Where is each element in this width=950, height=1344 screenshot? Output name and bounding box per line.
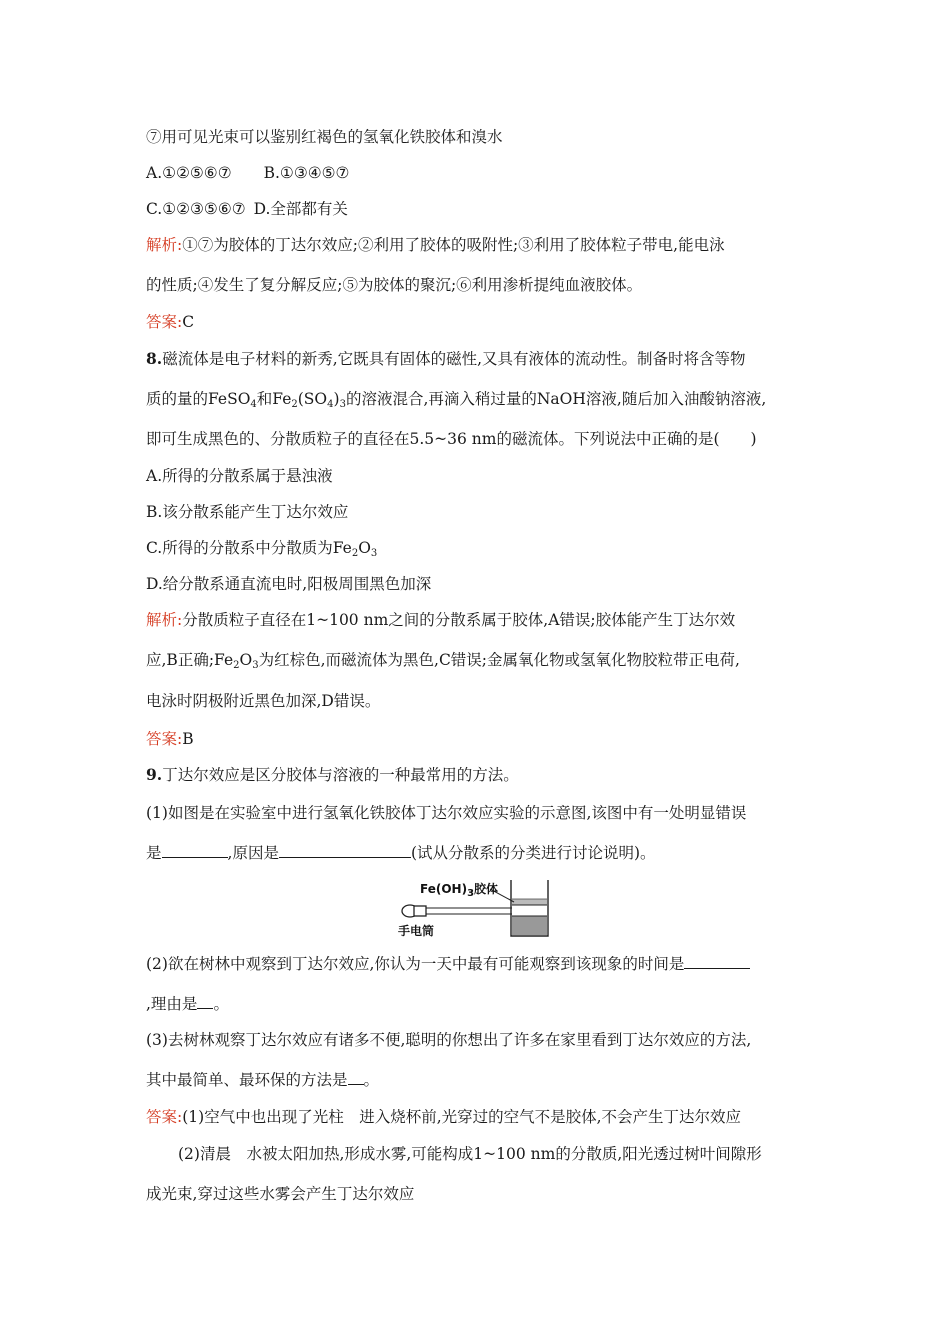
text: 其中最简单、最环保的方法是 xyxy=(146,1071,348,1089)
explanation-label: 解析: xyxy=(146,611,183,629)
q9-part-1-line-1: (1)如图是在实验室中进行氢氧化铁胶体丁达尔效应实验的示意图,该图中有一处明显错误 xyxy=(146,804,747,822)
q9-part-2-line-2 xyxy=(146,994,229,1014)
q9-part-2-line-1 xyxy=(146,954,750,974)
option-a: A.①②⑤⑥⑦ xyxy=(146,164,232,182)
answer-blank[interactable] xyxy=(348,1070,364,1085)
text: C.所得的分散系中分散质为Fe xyxy=(146,539,352,557)
answer-value: B xyxy=(182,730,194,748)
explanation-label: 解析: xyxy=(146,236,183,254)
answer-9-line-2: (2)清晨 水被太阳加热,形成水雾,可能构成1~100 nm的分散质,阳光透过树叶间隙形 xyxy=(178,1145,762,1163)
answer-label: 答案: xyxy=(146,313,183,331)
subscript: 2 xyxy=(233,660,240,671)
subscript: 4 xyxy=(250,399,257,410)
text: ,理由是 xyxy=(146,995,198,1013)
question-text: 丁达尔效应是区分胶体与溶液的一种最常用的方法。 xyxy=(162,766,519,784)
answer-label: 答案: xyxy=(146,730,183,748)
subscript: 2 xyxy=(291,399,298,410)
explanation-7-line-1 xyxy=(146,235,725,255)
answer-text: (1)空气中也出现了光柱 进入烧杯前,光穿过的空气不是胶体,不会产生丁达尔效应 xyxy=(182,1108,742,1126)
explanation-8-line-3: 电泳时阴极附近黑色加深,D错误。 xyxy=(146,692,381,710)
option-c: C.①②③⑤⑥⑦ xyxy=(146,200,246,218)
q9-part-3-line-2 xyxy=(146,1070,379,1090)
text: 。 xyxy=(363,1071,380,1089)
answer-8 xyxy=(146,729,194,749)
text: (SO xyxy=(297,390,328,408)
answer-9-line-1 xyxy=(146,1107,741,1127)
answer-7 xyxy=(146,312,194,332)
text: (试从分散系的分类进行讨论说明)。 xyxy=(410,844,656,862)
text: 应,B正确;Fe xyxy=(146,651,234,669)
explanation-text: 分散质粒子直径在1~100 nm之间的分散系属于胶体,A错误;胶体能产生丁达尔效 xyxy=(182,611,736,629)
explanation-8-line-2 xyxy=(146,650,740,676)
answer-blank[interactable] xyxy=(162,843,228,858)
option-d: D.全部都有关 xyxy=(253,200,348,218)
answer-blank[interactable] xyxy=(279,843,411,858)
question-number: 8. xyxy=(146,349,163,368)
text: 是 xyxy=(146,844,162,862)
explanation-text: ①⑦为胶体的丁达尔效应;②利用了胶体的吸附性;③利用了胶体粒子带电,能电泳 xyxy=(182,236,725,254)
answer-9-line-3: 成光束,穿过这些水雾会产生丁达尔效应 xyxy=(146,1185,415,1203)
q8-option-c xyxy=(146,538,377,564)
subscript: 3 xyxy=(252,660,259,671)
question-8-line-3: 即可生成黑色的、分散质粒子的直径在5.5~36 nm的磁流体。下列说法中正确的是( ) xyxy=(146,430,757,448)
text: O xyxy=(239,651,253,669)
option-b: B.①③④⑤⑦ xyxy=(263,164,350,182)
text: 和Fe xyxy=(256,390,292,408)
question-number: 9. xyxy=(146,765,163,784)
subscript: 2 xyxy=(351,548,359,559)
explanation-7-line-2: 的性质;④发生了复分解反应;⑤为胶体的聚沉;⑥利用渗析提纯血液胶体。 xyxy=(146,276,643,294)
options-row-2 xyxy=(146,199,348,219)
q9-part-3-line-1: (3)去树林观察丁达尔效应有诸多不便,聪明的你想出了许多在家里看到丁达尔效应的方法, xyxy=(146,1031,752,1049)
text: (2)欲在树林中观察到丁达尔效应,你认为一天中最有可能观察到该现象的时间是 xyxy=(146,955,685,973)
answer-blank[interactable] xyxy=(684,954,750,969)
text: O xyxy=(358,539,371,557)
subscript: 3 xyxy=(370,548,378,559)
answer-label: 答案: xyxy=(146,1108,183,1126)
tyndall-experiment-figure xyxy=(396,872,556,942)
flashlight-label: 手电筒 xyxy=(398,924,435,938)
text: 质的量的FeSO xyxy=(146,390,251,408)
q8-option-b: B.该分散系能产生丁达尔效应 xyxy=(146,503,349,521)
answer-value: C xyxy=(182,313,195,331)
statement-7: ⑦用可见光束可以鉴别红褐色的氢氧化铁胶体和溴水 xyxy=(146,128,503,146)
options-row-1 xyxy=(146,163,349,183)
q8-option-d: D.给分散系通直流电时,阳极周围黑色加深 xyxy=(146,575,432,593)
text: ,原因是 xyxy=(227,844,279,862)
text: ) xyxy=(333,390,340,408)
text: 为红棕色,而磁流体为黑色,C错误;金属氧化物或氢氧化物胶粒带正电荷, xyxy=(258,651,740,669)
question-8-line-2 xyxy=(146,389,766,415)
subscript: 3 xyxy=(339,399,346,410)
question-8-line-1 xyxy=(146,349,746,369)
colloid-label: $Fe(OH)_3$胶体 xyxy=(420,882,499,899)
q9-part-1-line-2 xyxy=(146,843,656,863)
question-9-line-1 xyxy=(146,765,519,785)
explanation-8-line-1 xyxy=(146,610,735,630)
q8-option-a: A.所得的分散系属于悬浊液 xyxy=(146,467,333,485)
question-text: 磁流体是电子材料的新秀,它既具有固体的磁性,又具有液体的流动性。制备时将含等物 xyxy=(162,350,746,368)
answer-blank[interactable] xyxy=(197,994,213,1009)
text: 。 xyxy=(213,995,229,1013)
subscript: 4 xyxy=(327,399,334,410)
text: 的溶液混合,再滴入稍过量的NaOH溶液,随后加入油酸钠溶液, xyxy=(345,390,767,408)
